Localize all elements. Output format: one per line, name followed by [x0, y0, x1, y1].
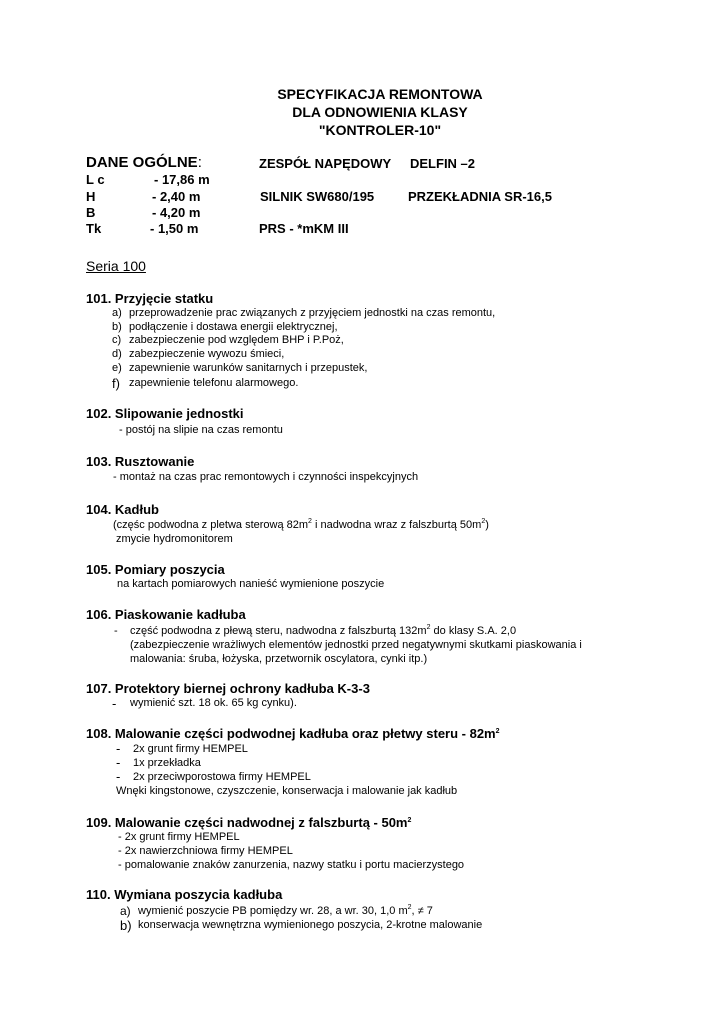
- general-heading: DANE OGÓLNE:: [86, 154, 202, 171]
- list-item: podłączenie i dostawa energii elektrycznej,: [129, 321, 338, 333]
- list-marker: c): [112, 334, 122, 346]
- engine: SILNIK SW680/195: [260, 189, 375, 204]
- section-104-text-2: zmycie hydromonitorem: [116, 533, 233, 545]
- section-106-text-2: (zabezpieczenie wrażliwych elementów jednostki przed negatywnymi skutkami piaskowania i: [130, 639, 582, 651]
- doc-title-line-2: DLA ODNOWIENIA KLASY: [292, 104, 468, 120]
- prs-class: PRS - *mKM III: [259, 221, 349, 236]
- param-value-h: - 2,40 m: [152, 189, 201, 204]
- section-106-text: część podwodna z płewą steru, nadwodna z falszburtą $132m^2$ do klasy S.A. 2,0: [130, 624, 517, 637]
- doc-title-line-1: SPECYFIKACJA REMONTOWA: [277, 86, 483, 102]
- section-104-text: (częśc podwodna z pletwa sterową $82m^2$ i nadwodna wraz z falszburtą $50m^2$): [113, 518, 489, 531]
- section-105-text: na kartach pomiarowych nanieść wymienione poszycie: [117, 578, 385, 590]
- param-value-tk: - 1,50 m: [150, 221, 199, 236]
- list-item: zapewnienie warunków sanitarnych i przepustek,: [129, 362, 368, 374]
- param-label-tk: Tk: [86, 221, 102, 236]
- section-103-text: - montaż na czas prac remontowych i czynności inspekcyjnych: [113, 471, 419, 483]
- section-108-note: Wnęki kingstonowe, czyszczenie, konserwacja i malowanie jak kadłub: [116, 785, 458, 797]
- gearbox: PRZEKŁADNIA SR-16,5: [408, 189, 552, 204]
- list-item: 1x przekładka: [133, 757, 201, 769]
- section-102-text: - postój na slipie na czas remontu: [119, 424, 283, 436]
- section-109-heading: 109. Malowanie części nadwodnej z falszburtą - $50m^2$: [86, 815, 412, 830]
- section-104-heading: 104. Kadłub: [86, 502, 159, 517]
- drive-label: ZESPÓŁ NAPĘDOWY: [259, 156, 392, 171]
- list-marker: b): [120, 918, 132, 933]
- param-label-lc: L c: [86, 172, 105, 187]
- doc-title-line-3: "KONTROLER-10": [318, 122, 442, 138]
- section-108-heading: 108. Malowanie części podwodnej kadłuba oraz płetwy steru - $82m^2$: [86, 726, 500, 741]
- drive-value: DELFIN –2: [410, 156, 476, 171]
- list-item: - pomalowanie znaków zanurzenia, nazwy statku i portu macierzystego: [118, 859, 465, 871]
- series-heading: Seria 100: [86, 258, 146, 274]
- list-marker: a): [112, 307, 122, 319]
- list-item: konserwacja wewnętrzna wymienionego poszycia, 2-krotne malowanie: [138, 919, 483, 931]
- list-marker: f): [112, 376, 120, 391]
- list-marker: d): [112, 348, 122, 360]
- section-101-heading: 101. Przyjęcie statku: [86, 291, 214, 306]
- list-item: przeprowadzenie prac związanych z przyjęciem jednostki na czas remontu,: [129, 307, 496, 319]
- section-106-heading: 106. Piaskowanie kadłuba: [86, 607, 246, 622]
- section-105-heading: 105. Pomiary poszycia: [86, 562, 225, 577]
- param-label-h: H: [86, 189, 96, 204]
- param-value-b: - 4,20 m: [152, 205, 201, 220]
- list-item: 2x przeciwporostowa firmy HEMPEL: [133, 771, 311, 783]
- list-marker: b): [112, 321, 122, 333]
- section-103-heading: 103. Rusztowanie: [86, 454, 195, 469]
- list-dash: -: [114, 625, 118, 637]
- param-value-lc: - 17,86 m: [154, 172, 210, 187]
- section-107-heading: 107. Protektory biernej ochrony kadłuba K-3-3: [86, 681, 370, 696]
- list-item: - 2x nawierzchniowa firmy HEMPEL: [118, 845, 293, 857]
- list-dash: -: [116, 769, 121, 784]
- list-item: zapewnienie telefonu alarmowego.: [129, 377, 299, 389]
- list-item: zabezpieczenie pod względem BHP i P.Poż,: [129, 334, 344, 346]
- list-item: zabezpieczenie wywozu śmieci,: [129, 348, 285, 360]
- list-dash: -: [112, 696, 117, 711]
- section-106-text-3: malowania: śruba, łożyska, przetwornik oscylatora, cynki itp.): [130, 653, 428, 665]
- list-marker: a): [120, 904, 131, 918]
- param-label-b: B: [86, 205, 96, 220]
- section-110-heading: 110. Wymiana poszycia kadłuba: [86, 887, 283, 902]
- list-marker: e): [112, 362, 122, 374]
- section-107-text: wymienić szt. 18 ok. 65 kg cynku).: [130, 697, 297, 709]
- section-102-heading: 102. Slipowanie jednostki: [86, 406, 244, 421]
- list-item: 2x grunt firmy HEMPEL: [133, 743, 248, 755]
- list-item: wymienić poszycie PB pomiędzy wr. 28, a wr. 30, 1,0 $m^2$, ≠ 7: [138, 904, 433, 917]
- list-dash: -: [116, 755, 121, 770]
- list-dash: -: [116, 741, 121, 756]
- list-item: - 2x grunt firmy HEMPEL: [118, 831, 240, 843]
